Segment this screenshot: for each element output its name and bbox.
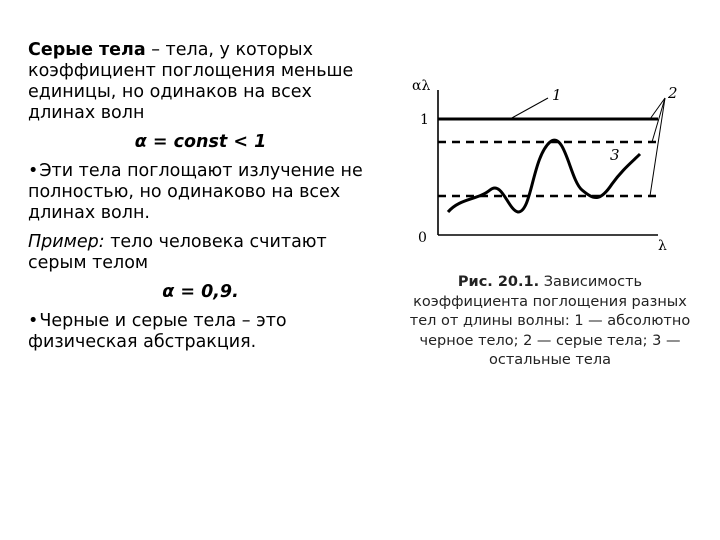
term-grey-bodies: Серые тела (28, 40, 146, 60)
formula-value: α = 0,9. (162, 282, 239, 302)
bullet-absorption-text: Эти тела поглощают излучение не полностью, но одинаково на всех длинах волн. (28, 161, 363, 223)
bullet-abstraction-text: Черные и серые тела – это физическая абстракция. (28, 311, 287, 352)
label-2: 2 (668, 84, 678, 102)
figure-caption (405, 273, 695, 371)
label-3: 3 (610, 146, 620, 164)
caption-text: Зависимость коэффициента поглощения разных тел от длины волны: 1 — абсолютно черное тело; 2 — серые тела; 3 — остальные тела (409, 274, 691, 368)
grey-body-definition (28, 40, 373, 124)
example-paragraph (28, 232, 373, 274)
bullet-absorption (28, 161, 373, 224)
leader-2c (650, 98, 665, 196)
definition-text: – тела, у которых коэффициент поглощения меньше единицы, но одинаков на всех длинах волн (28, 40, 354, 123)
x-axis-label: λ (658, 238, 667, 254)
formula-const: α = const < 1 (134, 132, 267, 152)
bullet-abstraction (28, 311, 373, 353)
leader-1 (510, 98, 548, 119)
example-text: тело человека считают серым телом (28, 232, 327, 273)
tick-one: 1 (420, 112, 429, 128)
absorption-figure (400, 70, 700, 270)
label-1: 1 (552, 86, 562, 104)
y-axis-label: αλ (412, 78, 431, 94)
example-label: Пример: (28, 232, 105, 252)
text-column (28, 40, 373, 361)
caption-number: Рис. 20.1. (457, 274, 540, 290)
tick-zero: 0 (418, 230, 427, 246)
